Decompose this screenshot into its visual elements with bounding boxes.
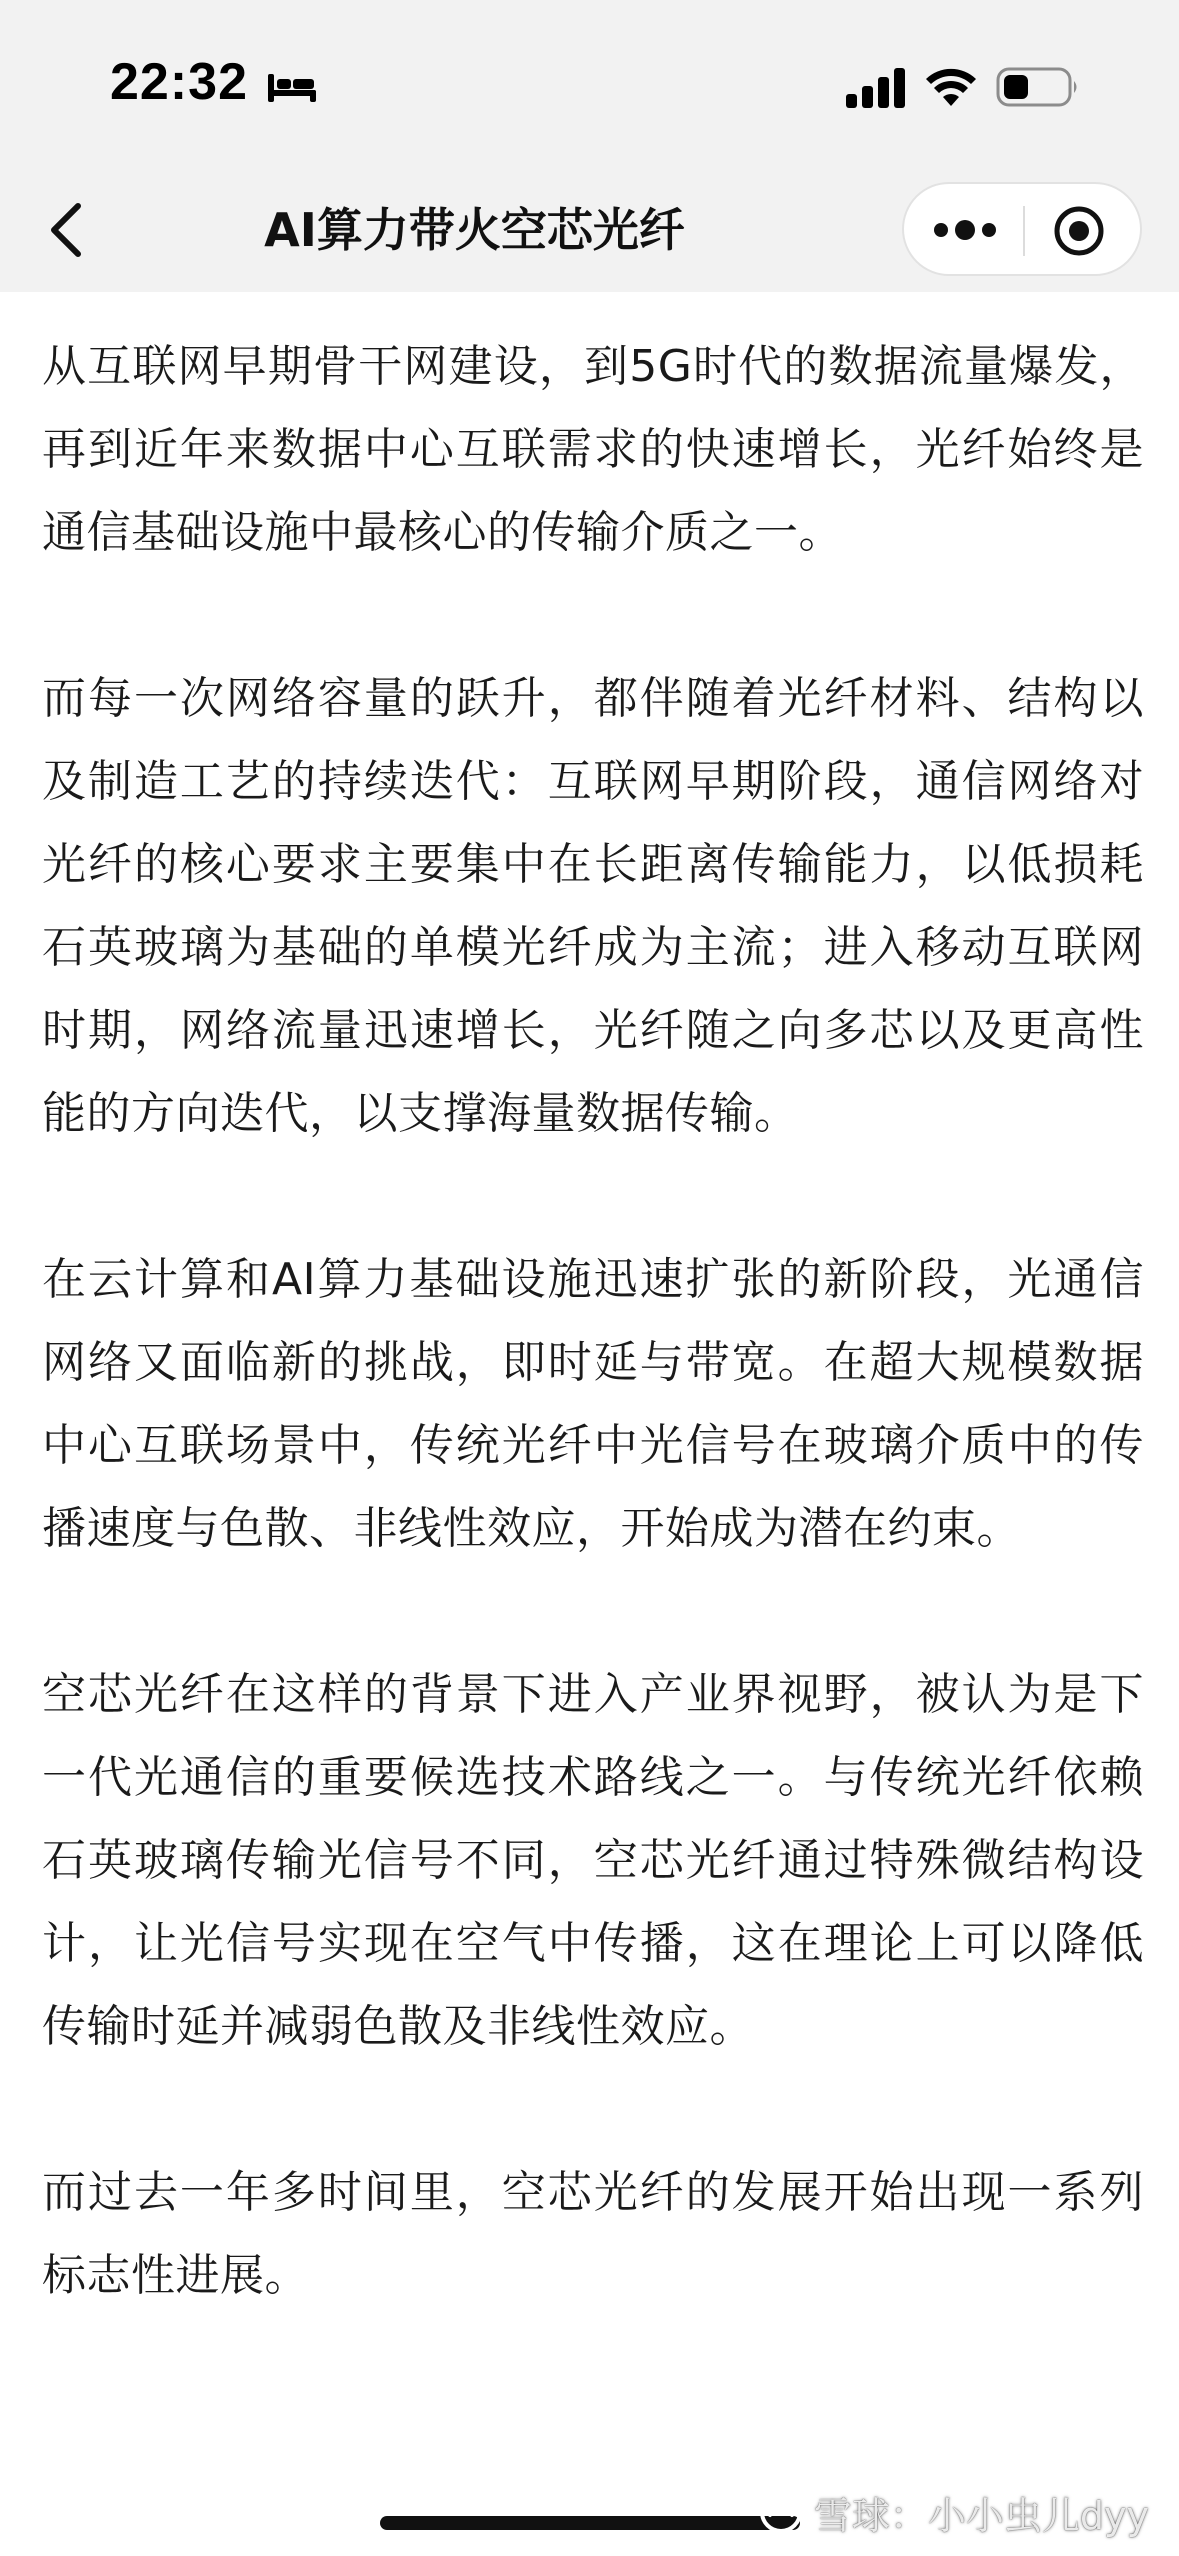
watermark-text: 雪球：小小虫儿dyy — [813, 2493, 1149, 2538]
home-indicator[interactable] — [380, 2516, 800, 2530]
status-time: 22:32 — [110, 53, 248, 111]
article-paragraph: 从互联网早期骨干网建设，到5G时代的数据流量爆发，再到近年来数据中心互联需求的快速增长，光纤始终是通信基础设施中最核心的传输介质之一。 — [42, 341, 1144, 558]
watermark — [758, 2482, 1149, 2542]
wifi-icon — [924, 66, 978, 108]
page-title: AI算力带火空芯光纤 — [264, 203, 685, 257]
mini-program-capsule — [902, 182, 1142, 276]
close-mini-program-icon[interactable] — [1052, 204, 1106, 258]
status-bar — [0, 0, 1179, 170]
top-chrome — [0, 0, 1179, 292]
more-icon[interactable] — [930, 210, 1000, 250]
article-paragraph: 而每一次网络容量的跃升，都伴随着光纤材料、结构以及制造工艺的持续迭代：互联网早期阶段，通信网络对光纤的核心要求主要集中在长距离传输能力，以低损耗石英玻璃为基础的单模光纤成为主流；进入移动互联网时期，网络流量迅速增长，光纤随之向多芯以及更高性能的方向迭代，以支撑海量数据传输。 — [42, 673, 1144, 1139]
signal-icon — [846, 68, 908, 108]
battery-icon — [996, 66, 1080, 108]
bed-icon — [266, 70, 318, 104]
capsule-divider — [1023, 206, 1025, 256]
article-paragraph: 空芯光纤在这样的背景下进入产业界视野，被认为是下一代光通信的重要候选技术路线之一。与传统光纤依赖石英玻璃传输光信号不同，空芯光纤通过特殊微结构设计，让光信号实现在空气中传播，这在理论上可以降低传输时延并减弱色散及非线性效应。 — [42, 1669, 1144, 2052]
snowball-icon — [758, 2489, 804, 2535]
article-paragraph: 而过去一年多时间里，空芯光纤的发展开始出现一系列标志性进展。 — [42, 2167, 1144, 2301]
chevron-left-icon[interactable] — [40, 198, 96, 262]
article-paragraph: 在云计算和AI算力基础设施迅速扩张的新阶段，光通信网络又面临新的挑战，即时延与带宽。在超大规模数据中心互联场景中，传统光纤中光信号在玻璃介质中的传播速度与色散、非线性效应，开始成为潜在约束。 — [42, 1254, 1144, 1554]
article-body — [42, 325, 1144, 2400]
nav-bar — [0, 170, 1179, 292]
